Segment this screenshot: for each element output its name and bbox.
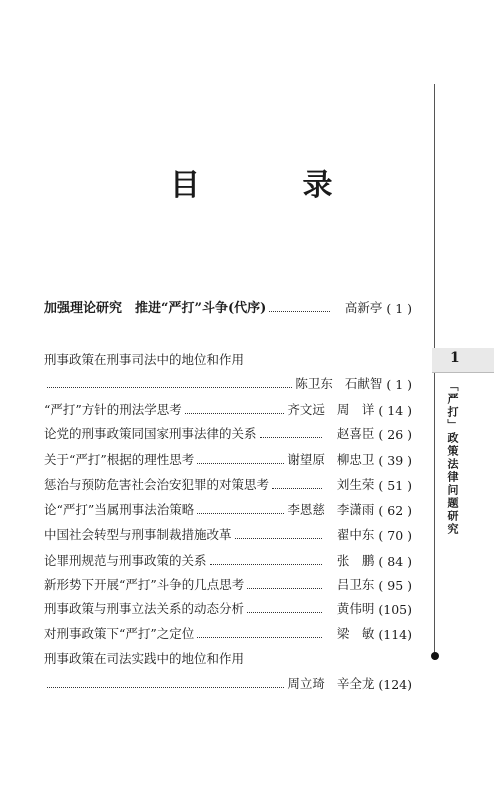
- toc-author-secondary: 高新亭: [344, 300, 383, 315]
- margin-dot: [431, 652, 439, 660]
- toc-leader-dots: [260, 437, 322, 438]
- toc-author-secondary: 赵喜臣: [336, 426, 375, 441]
- toc-leader-dots: [247, 612, 322, 613]
- toc-entry: [44, 523, 412, 543]
- toc-title: 论“严打”当属刑事法治策略: [44, 502, 195, 517]
- toc-leader-dots: [197, 637, 322, 638]
- side-page-number: 1: [450, 350, 460, 366]
- toc-author-secondary: 梁 敏: [336, 626, 375, 641]
- toc-author-secondary: 周 详: [336, 402, 375, 417]
- toc-entry: [44, 398, 412, 418]
- toc-title: 关于“严打”根据的理性思考: [44, 452, 195, 467]
- toc-page: (114): [378, 627, 412, 642]
- toc-leader-dots: [197, 463, 284, 464]
- toc-author: 谢望原: [287, 452, 325, 467]
- toc-page: ( 51 ): [378, 478, 412, 493]
- toc-title: 对刑事政策下“严打”之定位: [44, 626, 195, 641]
- toc-title: 论罪刑规范与刑事政策的关系: [44, 553, 207, 568]
- toc-title: 刑事政策在刑事司法中的地位和作用: [44, 352, 245, 367]
- toc-author: 李恩慈: [287, 502, 325, 517]
- toc-entry: [44, 549, 412, 569]
- toc-page: (105): [378, 602, 412, 617]
- toc-author: 齐文远: [287, 402, 325, 417]
- side-book-title: 「严打」政策法律问题研究: [446, 380, 459, 536]
- toc-author-secondary: 石献智: [344, 376, 383, 391]
- toc-title: 加强理论研究 推进“严打”斗争(代序): [44, 301, 267, 316]
- toc-entry: [44, 448, 412, 468]
- toc-leader-dots: [235, 538, 322, 539]
- toc-entry: [44, 647, 412, 667]
- toc-page: ( 26 ): [378, 427, 412, 442]
- toc-title: 刑事政策与刑事立法关系的动态分析: [44, 601, 245, 616]
- toc-author-secondary: 张 鹏: [336, 553, 375, 568]
- toc-author-secondary: 李潇雨: [336, 502, 375, 517]
- side-tab: [432, 348, 494, 373]
- toc-author: 周立琦: [287, 676, 325, 691]
- toc-author: 陈卫东: [295, 376, 333, 391]
- toc-entry: [44, 622, 412, 642]
- toc-entry: [44, 422, 412, 442]
- toc-leader-dots: [197, 513, 284, 514]
- toc-title: “严打”方针的刑法学思考: [44, 402, 182, 417]
- toc-author-secondary: 刘生荣: [336, 477, 375, 492]
- toc-page: ( 70 ): [378, 528, 412, 543]
- toc-title: 惩治与预防危害社会治安犯罪的对策思考: [44, 477, 270, 492]
- toc-author-secondary: 黄伟明: [336, 601, 375, 616]
- toc-page: (124): [378, 677, 412, 692]
- toc-page: ( 84 ): [378, 554, 412, 569]
- toc-author-secondary: 翟中东: [336, 527, 375, 542]
- toc-entry: [44, 372, 412, 392]
- toc-entry: [44, 672, 412, 692]
- toc-page: ( 39 ): [378, 453, 412, 468]
- toc-leader-dots: [210, 564, 322, 565]
- toc-title: 论党的刑事政策同国家刑事法律的关系: [44, 426, 257, 441]
- toc-author-secondary: 吕卫东: [336, 577, 375, 592]
- toc-leader-dots: [47, 387, 292, 388]
- toc-author-secondary: 辛全龙: [336, 676, 375, 691]
- toc-entry: [44, 348, 412, 368]
- toc-title: 新形势下开展“严打”斗争的几点思考: [44, 577, 245, 592]
- toc-leader-dots: [185, 413, 285, 414]
- toc-page: ( 1 ): [386, 301, 412, 316]
- toc-entry: [44, 573, 412, 593]
- toc-page: ( 62 ): [378, 503, 412, 518]
- toc-leader-dots: [47, 687, 284, 688]
- toc-title: 中国社会转型与刑事制裁措施改革: [44, 527, 232, 542]
- toc-entry: [44, 597, 412, 617]
- page-title: 目 录: [170, 168, 379, 203]
- toc-author-secondary: 柳忠卫: [336, 452, 375, 467]
- toc-leader-dots: [247, 588, 322, 589]
- toc-leader-dots: [269, 311, 330, 312]
- toc-entry: [44, 473, 412, 493]
- toc-title: 刑事政策在司法实践中的地位和作用: [44, 651, 245, 666]
- toc-leader-dots: [272, 488, 322, 489]
- toc-page: ( 95 ): [378, 578, 412, 593]
- toc-entry: [44, 296, 412, 316]
- toc-page: ( 1 ): [386, 377, 412, 392]
- toc-entry: [44, 498, 412, 518]
- toc-page: ( 14 ): [378, 403, 412, 418]
